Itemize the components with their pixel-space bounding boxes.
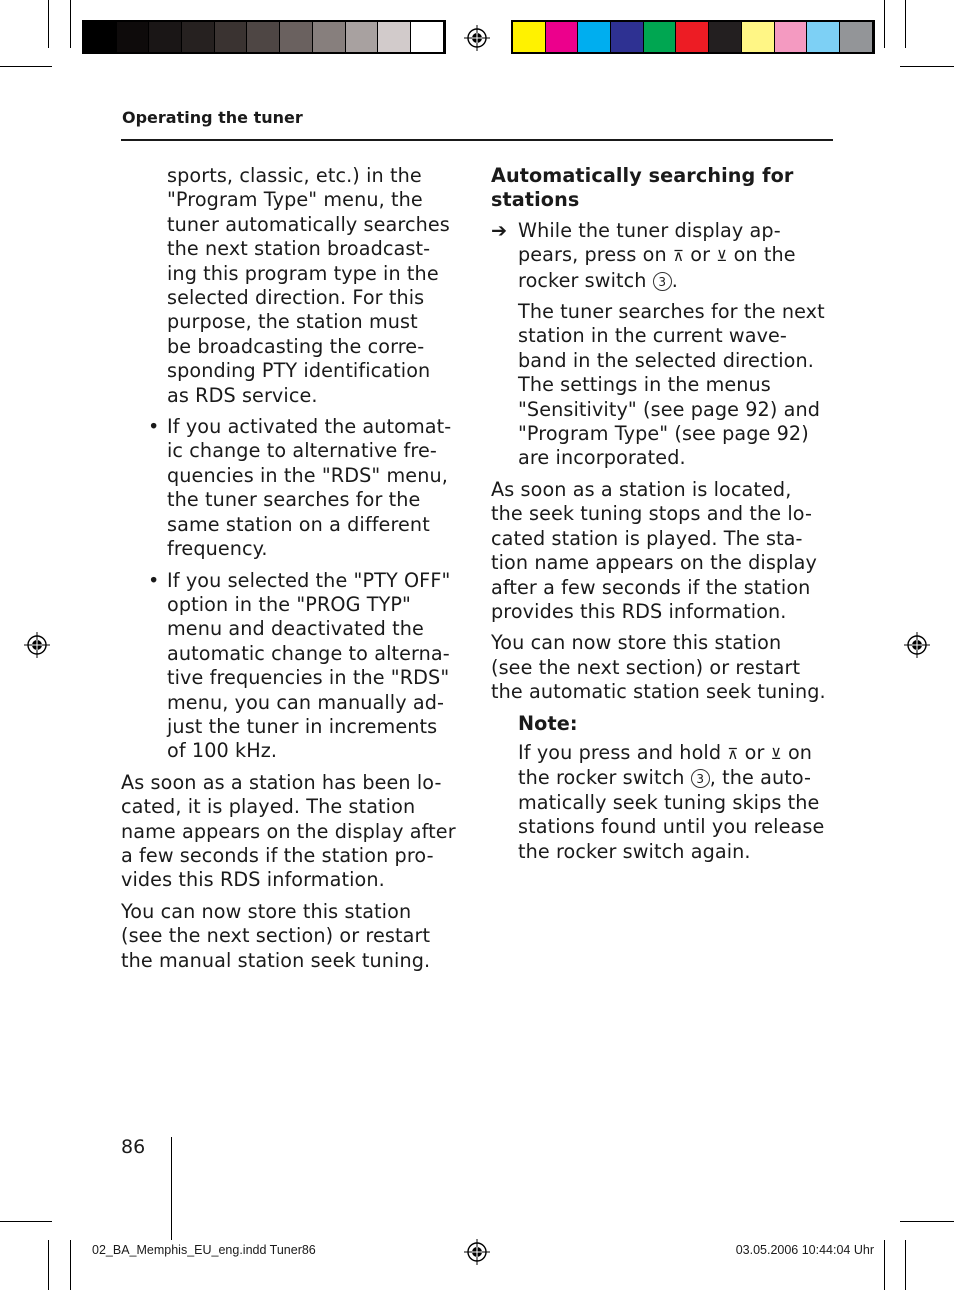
bullet-icon: • (148, 568, 160, 592)
cmyk-color-bar (511, 20, 875, 54)
text-line: menu and deactivated the (167, 617, 424, 641)
body-paragraph (121, 771, 466, 893)
text-line: sports, classic, etc.) in the (167, 164, 422, 187)
crop-mark (0, 1221, 52, 1222)
rocker-down-icon: ⊻ (716, 247, 728, 266)
color-swatch (578, 22, 611, 52)
text-line: "Sensitivity" (see page 92) and (518, 397, 821, 421)
color-swatch (611, 22, 644, 52)
text-line: The tuner searches for the next (518, 300, 825, 324)
text-line: the automatic station seek tuning. (491, 680, 826, 704)
registration-mark-icon (464, 1239, 490, 1265)
text-line: just the tuner in increments (167, 714, 438, 738)
step-line: While the tuner display ap- (518, 218, 781, 242)
text-line: the seek tuning stops and the lo- (491, 502, 812, 526)
color-swatch (247, 22, 280, 52)
footer-timestamp: 03.05.2006 10:44:04 Uhr (735, 1243, 874, 1257)
text-line: provides this RDS information. (491, 599, 787, 623)
color-swatch (378, 22, 411, 52)
text-line: stations found until you release (518, 815, 825, 839)
color-swatch (513, 22, 546, 52)
text-line: ing this program type in the (167, 261, 439, 285)
text-line: as RDS service. (167, 383, 318, 407)
text-line: (see the next section) or restart (491, 655, 801, 679)
text-line: If you selected the "PTY OFF" (167, 568, 451, 592)
text-line: tuner automatically searches (167, 212, 450, 236)
text-line: station in the current wave- (518, 324, 787, 348)
text-line: stations (491, 188, 580, 212)
body-paragraph (491, 478, 836, 624)
text-line: the rocker switch again. (518, 839, 751, 863)
text-line: quencies in the "RDS" menu, (167, 463, 448, 487)
color-swatch (149, 22, 182, 52)
step-line: rocker switch 3 . (518, 268, 678, 292)
text-line: cated station is played. The sta- (491, 526, 803, 550)
registration-mark-icon (464, 25, 490, 51)
text-line: frequency. (167, 537, 268, 561)
color-swatch (346, 22, 379, 52)
crop-mark (70, 1240, 71, 1290)
page-number-rule (171, 1137, 172, 1240)
text-line: the manual station seek tuning. (121, 948, 431, 972)
header-rule (121, 139, 833, 141)
rocker-down-icon: ⊻ (770, 744, 782, 763)
text-line: You can now store this station (121, 899, 412, 923)
text-line: the tuner searches for the (167, 488, 421, 512)
text-line: tive frequencies in the "RDS" (167, 666, 450, 690)
body-paragraph (121, 900, 466, 973)
color-swatch (84, 22, 117, 52)
footer-file-info: 02_BA_Memphis_EU_eng.indd Tuner86 (92, 1243, 316, 1257)
left-column (121, 164, 466, 980)
text-line: be broadcasting the corre- (167, 334, 425, 358)
rocker-up-icon: ⊼ (727, 744, 739, 763)
text-line: (see the next section) or restart (121, 924, 431, 948)
arrow-right-icon: ➔ (491, 218, 508, 242)
instruction-step (491, 219, 836, 293)
text-line: Automatically searching for (491, 164, 794, 187)
text-line: matically seek tuning skips the (518, 790, 820, 814)
text-line: If you activated the automat- (167, 415, 452, 439)
color-swatch (411, 22, 444, 52)
note-block (491, 712, 836, 864)
registration-mark-icon (904, 632, 930, 658)
crop-mark (900, 66, 954, 67)
color-swatch (644, 22, 677, 52)
bullet-text (167, 569, 466, 764)
right-column (491, 164, 836, 871)
step-result (491, 300, 836, 471)
color-swatch (215, 22, 248, 52)
registration-mark-icon (24, 632, 50, 658)
color-swatch (775, 22, 808, 52)
bullet-item (121, 569, 466, 764)
crop-mark (905, 1240, 906, 1290)
text-line: purpose, the station must (167, 310, 418, 334)
section-header: Operating the tuner (122, 108, 303, 127)
section-heading (491, 164, 836, 213)
step-line: pears, press on ⊼ or ⊻ on the (518, 243, 796, 267)
bullet-icon: • (148, 415, 160, 439)
color-swatch (182, 22, 215, 52)
color-swatch (807, 22, 840, 52)
crop-mark (70, 0, 71, 48)
color-swatch (709, 22, 742, 52)
crop-mark (905, 0, 906, 48)
text-line: same station on a different (167, 512, 430, 536)
crop-mark (48, 1240, 49, 1290)
text-line: As soon as a station has been lo- (121, 770, 442, 794)
color-swatch (676, 22, 709, 52)
text-line: option in the "PROG TYP" (167, 592, 411, 616)
rocker-switch-number-icon: 3 (691, 769, 710, 788)
text-line: are incorporated. (518, 446, 686, 470)
color-swatch (280, 22, 313, 52)
crop-mark (0, 66, 52, 67)
text-line: As soon as a station is located, (491, 477, 792, 501)
bullet-text (167, 415, 466, 561)
text-line: name appears on the display after (121, 819, 456, 843)
note-line: If you press and hold ⊼ or ⊻ on (518, 740, 813, 764)
text-line: band in the selected direction. (518, 348, 814, 372)
text-line: "Program Type" menu, the (167, 188, 423, 212)
text-line: tion name appears on the display (491, 551, 817, 575)
crop-mark (48, 0, 49, 48)
text-line: "Program Type" (see page 92) (518, 422, 809, 446)
color-swatch (840, 22, 873, 52)
note-text (518, 791, 836, 864)
text-line: the next station broadcast- (167, 237, 431, 261)
text-line: sponding PTY identification (167, 359, 431, 383)
text-line: You can now store this station (491, 631, 782, 655)
text-line: of 100 kHz. (167, 739, 278, 763)
rocker-switch-number-icon: 3 (653, 272, 672, 291)
color-swatch (742, 22, 775, 52)
color-swatch (546, 22, 579, 52)
crop-mark (900, 1221, 954, 1222)
text-line: vides this RDS information. (121, 868, 385, 892)
color-swatch (313, 22, 346, 52)
bullet-item (121, 415, 466, 561)
rocker-up-icon: ⊼ (672, 247, 685, 266)
color-swatch (117, 22, 150, 52)
intro-paragraph (121, 164, 466, 408)
text-line: selected direction. For this (167, 286, 425, 310)
crop-mark (884, 0, 885, 48)
text-line: cated, it is played. The station (121, 795, 416, 819)
text-line: a few seconds if the station pro- (121, 843, 434, 867)
grayscale-color-bar (82, 20, 446, 54)
text-line: ic change to alternative fre- (167, 439, 437, 463)
text-line: automatic change to alterna- (167, 641, 450, 665)
page-number: 86 (121, 1136, 146, 1158)
note-line: the rocker switch 3 , the auto- (518, 766, 812, 790)
body-paragraph (491, 631, 836, 704)
text-line: menu, you can manually ad- (167, 690, 445, 714)
text-line: The settings in the menus (518, 373, 771, 397)
text-line: after a few seconds if the station (491, 575, 811, 599)
crop-mark (884, 1240, 885, 1290)
note-label: Note: (518, 711, 578, 735)
